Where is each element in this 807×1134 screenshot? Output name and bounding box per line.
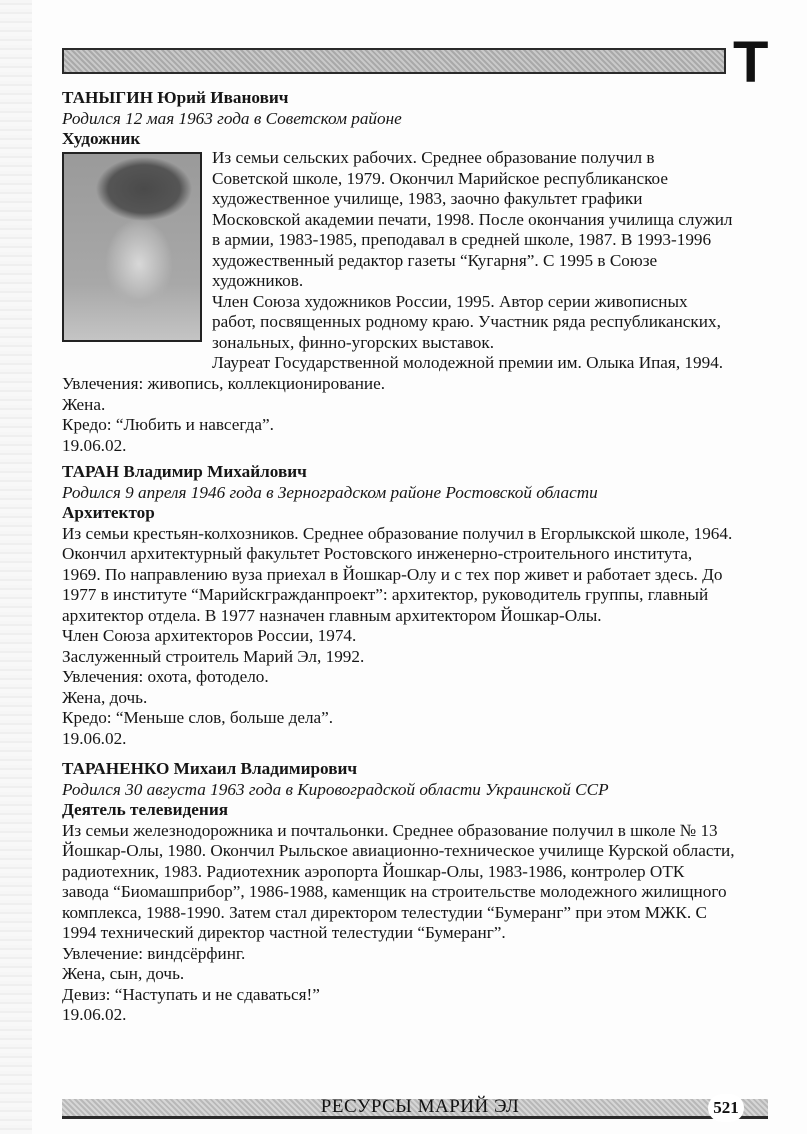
bio-line: архитектор отдела. В 1977 назначен главным архитектором Йошкар-Олы. [62, 605, 602, 625]
entry-bio [212, 148, 782, 374]
entry-hobbies: Увлечения: охота, фотодело. [62, 667, 269, 686]
scan-edge-artifact [0, 0, 32, 1134]
bio-line: 1969. По направлению вуза приехал в Йошкар-Олу и с тех пор живет и работает здесь. До [62, 564, 723, 584]
bio-line: зональных, финно-угорских выставок. [212, 332, 495, 352]
bio-line: радиотехник, 1983. Радиотехник аэропорта Йошкар-Олы, 1983-1986, контролер ОТК [62, 861, 685, 881]
entry-profession: Деятель телевидения [62, 800, 229, 819]
bio-line: в армии, 1983-1985, преподавал в средней школе, 1987. В 1993-1996 [212, 230, 712, 249]
entry-family: Жена, сын, дочь. [62, 964, 185, 983]
entry-profession: Архитектор [62, 503, 155, 522]
entry-birth: Родился 30 августа 1963 года в Кировоградской области Украинской ССР [62, 779, 609, 799]
entry-name: ТАРАН Владимир Михайлович [62, 462, 307, 481]
bio-line: художников. [212, 271, 304, 290]
bio-line: завода “Биомашприбор”, 1986-1988, каменщик на строительстве молодежного жилищного [62, 882, 727, 901]
entry-birth: Родился 12 мая 1963 года в Советском районе [62, 108, 402, 128]
bio-line: работ, посвященных родному краю. Участник ряда республиканских, [212, 312, 721, 331]
entry-hobbies: Увлечение: виндсёрфинг. [62, 943, 246, 963]
entry-date: 19.06.02. [62, 435, 127, 455]
bio-line: Советской школе, 1979. Окончил Марийское республиканское [212, 168, 668, 188]
entry-tanygin-details [62, 374, 772, 456]
entry-family: Жена, дочь. [62, 687, 148, 707]
entry-taranenko [62, 759, 772, 1026]
entry-name: ТАРАНЕНКО Михаил Владимирович [62, 759, 358, 778]
entry-profession: Художник [62, 129, 141, 148]
portrait-photo [62, 152, 202, 342]
section-letter: Т [733, 30, 769, 95]
entry-birth: Родился 9 апреля 1946 года в Зерноградском районе Ростовской области [62, 482, 598, 502]
bio-line: художественное училище, 1983, заочно факультет графики [212, 189, 643, 208]
entry-tanygin [62, 88, 772, 150]
bio-line: Лауреат Государственной молодежной премии им. Олыка Ипая, 1994. [212, 353, 724, 372]
bio-line: Из семьи железнодорожника и почтальонки. Среднее образование получил в школе № 13 [62, 820, 718, 840]
entry-family: Жена. [62, 394, 106, 414]
bio-line: Йошкар-Олы, 1980. Окончил Рыльское авиационно-техническое училище Курской области, [62, 841, 735, 860]
bio-line: Из семьи крестьян-колхозников. Среднее образование получил в Егорлыкской школе, 1964. [62, 523, 733, 543]
bio-line: Член Союза художников России, 1995. Автор серии живописных [212, 291, 688, 311]
entry-motto: Кредо: “Меньше слов, больше дела”. [62, 708, 334, 727]
footer-title: РЕСУРСЫ МАРИЙ ЭЛ [320, 1096, 520, 1117]
entry-hobbies: Увлечения: живопись, коллекционирование. [62, 374, 386, 393]
entry-motto: Кредо: “Любить и навсегда”. [62, 415, 274, 434]
bio-line: Окончил архитектурный факультет Ростовского инженерно-строительного института, [62, 544, 693, 563]
entry-motto: Девиз: “Наступать и не сдаваться!” [62, 984, 320, 1004]
bio-line: Член Союза архитекторов России, 1974. [62, 626, 357, 645]
bio-line: Заслуженный строитель Марий Эл, 1992. [62, 646, 365, 666]
bio-line: Из семьи сельских рабочих. Среднее образование получил в [212, 148, 655, 167]
bio-line: 1977 в институте “Марийскгражданпроект”: архитектор, руководитель группы, главный [62, 585, 709, 604]
entry-date: 19.06.02. [62, 1005, 127, 1024]
entry-name: ТАНЫГИН Юрий Иванович [62, 88, 289, 107]
bio-line: художественный редактор газеты “Кугарня”. С 1995 в Союзе [212, 250, 658, 270]
entry-date: 19.06.02. [62, 728, 127, 748]
entry-taran [62, 462, 772, 749]
bio-line: комплекса, 1988-1990. Затем стал директором телестудии “Бумеранг” при этом МЖК. С [62, 902, 707, 922]
page-number: 521 [708, 1094, 744, 1122]
bio-line: Московской академии печати, 1998. После окончания училища служил [212, 209, 733, 229]
section-header-bar [62, 48, 726, 74]
bio-line: 1994 технический директор частной телестудии “Бумеранг”. [62, 923, 506, 942]
